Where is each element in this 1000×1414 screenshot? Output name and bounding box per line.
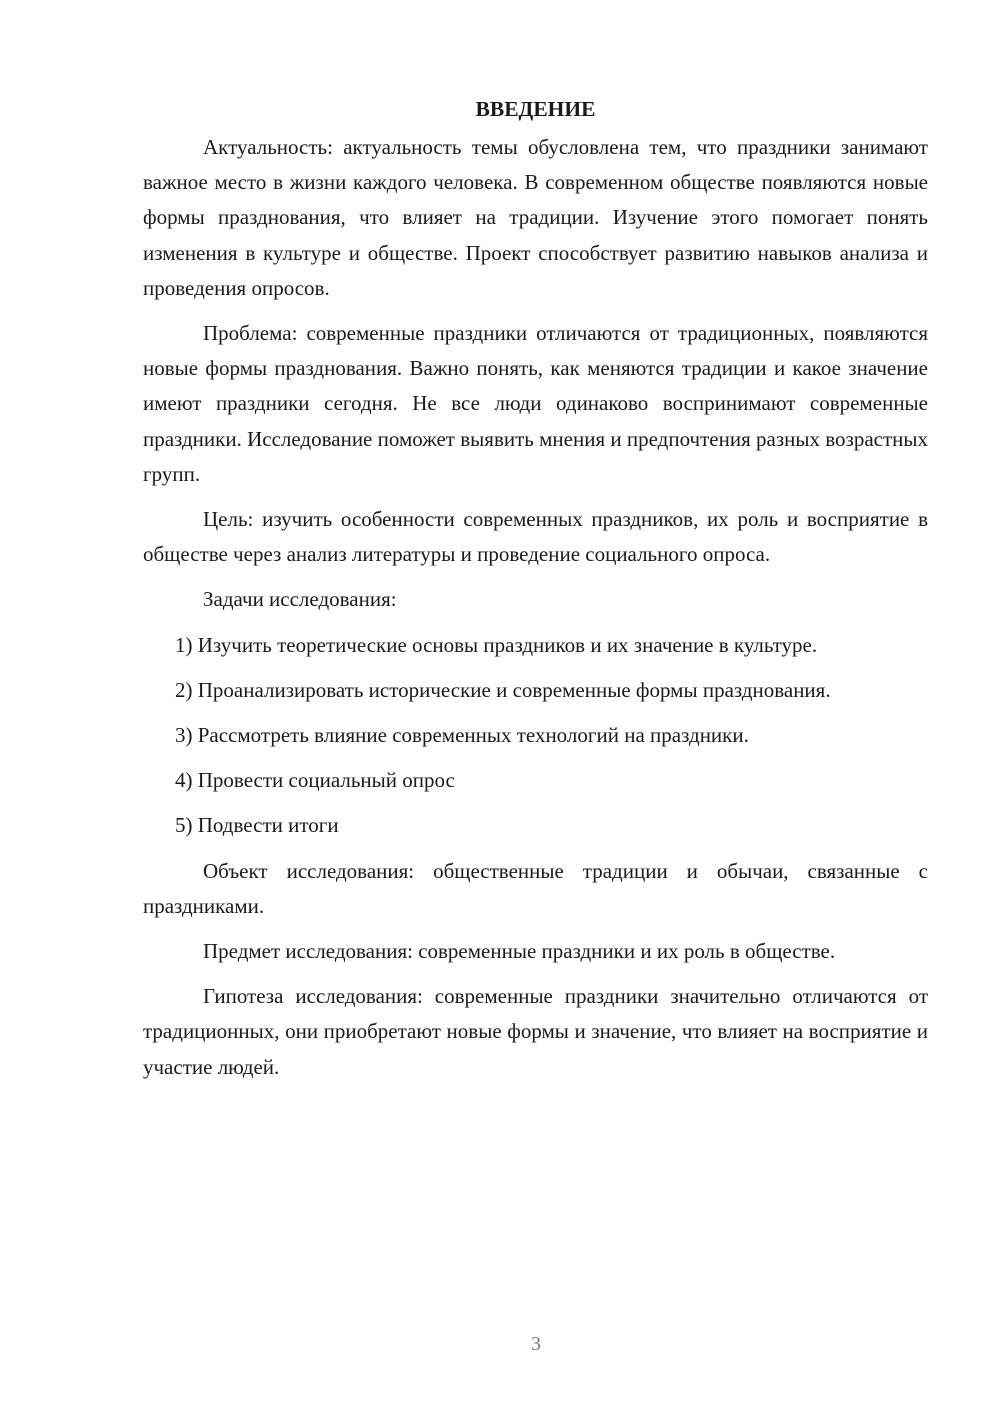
subject-paragraph: Предмет исследования: современные праздники и их роль в обществе.	[203, 939, 836, 964]
tasks-heading: Задачи исследования:	[203, 587, 397, 612]
task-item-4: 4) Провести социальный опрос	[175, 768, 455, 793]
object-paragraph: Объект исследования: общественные традиции и обычаи, связанные с праздниками.	[143, 858, 928, 918]
task-item-1: 1) Изучить теоретические основы праздников и их значение в культуре.	[175, 632, 818, 657]
page-number: 3	[531, 1333, 541, 1355]
section-heading: ВВЕДЕНИЕ	[475, 97, 596, 121]
problem-paragraph: Проблема: современные праздники отличаются от традиционных, появляются новые формы празднования. Важно понять, как меняются традиции и какое значение имеют праздники сегодня. Не все люди одинаково воспринимают современные праздники. Исследование поможет выявить мнения и предпочтения разных возрастных групп.	[143, 321, 928, 486]
task-item-3: 3) Рассмотреть влияние современных технологий на праздники.	[175, 723, 749, 748]
task-item-5: 5) Подвести итоги	[175, 813, 339, 838]
relevance-paragraph: Актуальность: актуальность темы обусловлена тем, что праздники занимают важное место в жизни каждого человека. В современном обществе появляются новые формы празднования, что влияет на традиции. Изучение этого помогает понять изменения в культуре и обществе. Проект способствует развитию навыков анализа и проведения опросов.	[143, 135, 928, 300]
hypothesis-paragraph: Гипотеза исследования: современные праздники значительно отличаются от традиционных, они приобретают новые формы и значение, что влияет на восприятие и участие людей.	[143, 984, 928, 1079]
document-page	[143, 92, 928, 1085]
task-item-2: 2) Проанализировать исторические и современные формы празднования.	[175, 677, 831, 702]
goal-paragraph: Цель: изучить особенности современных праздников, их роль и восприятие в обществе через анализ литературы и проведение социального опроса.	[143, 507, 928, 567]
